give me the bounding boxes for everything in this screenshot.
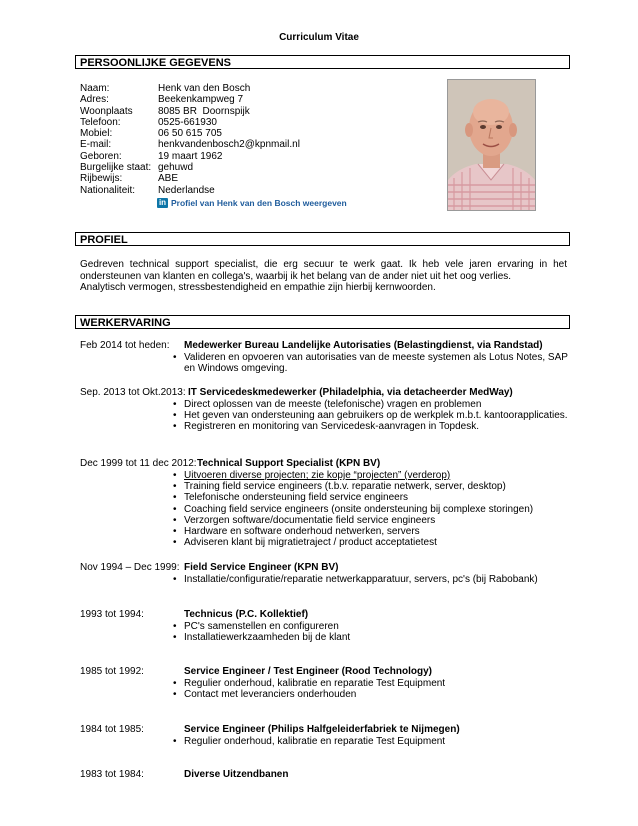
linkedin-profile-link[interactable] [157,197,347,209]
list-item: • Direct oplossen van de meeste (telefonische) vragen en problemen [173,399,482,410]
list-item: • Hardware en software onderhoud netwerken, servers [173,526,420,538]
personal-value: Henk van den Bosch [158,83,251,94]
personal-row [80,173,300,184]
bullet-icon: • [173,537,177,549]
profile-paragraph: Analytisch vermogen, stressbestendigheid en empathie zijn hierbij kernwoorden. [80,282,436,293]
page-title: Curriculum Vitae [279,32,359,43]
bullet-icon: • [173,481,177,493]
job-date: Feb 2014 tot heden: [80,340,170,351]
personal-label: Nationaliteit: [80,184,136,196]
profile-paragraph: Gedreven technical support specialist, die erg secuur te werk gaat. Ik heb vele jaren ervaring in het ondersteunen van klanten en collega's, waarbij ik het belang van de ander niet uit het oog verlies. [80,259,567,282]
personal-value: 06 50 615 705 [158,128,222,140]
bullet-icon: • [173,689,177,701]
job-entry [80,458,570,548]
job-title: Diverse Uitzendbanen [184,769,289,780]
bullet-icon: • [173,514,177,526]
job-entry [80,609,570,643]
personal-row [80,151,300,162]
personal-details [80,83,300,196]
email-link[interactable]: henkvandenbosch2@kpnmail.nl [158,139,300,151]
job-title: Service Engineer / Test Engineer (Rood Technology) [184,666,433,677]
job-title: Field Service Engineer (KPN BV) [184,562,339,573]
linkedin-icon: in [158,198,167,207]
list-item: • Het geven van ondersteuning aan gebruikers op de werkplek m.b.t. kantoorapplicaties. [173,410,568,422]
job-date: 1993 tot 1994: [80,609,144,620]
personal-row [80,162,300,173]
job-entry [80,562,570,585]
list-item: • Coaching field service engineers (onsite ondersteuning bij complexe storingen) [173,503,534,515]
job-entry [80,387,570,433]
personal-value: 19 maart 1962 [158,150,223,162]
list-item: • Installatiewerkzaamheden bij de klant [173,632,351,644]
personal-row [80,128,300,139]
section-header-profile: PROFIEL [75,232,570,246]
personal-value: 0525-661930 [158,116,217,128]
portrait-illustration [448,80,535,210]
job-date: Dec 1999 tot 11 dec 2012: [80,458,197,469]
personal-row [80,117,300,128]
list-item: • Installatie/configuratie/reparatie netwerkapparatuur, servers, pc's (bij Rabobank) [173,574,538,585]
list-item: • Valideren en opvoeren van autorisaties van de meeste systemen als Lotus Notes, SAP en Windows omgeving. [173,352,568,375]
personal-value: ABE [158,173,179,185]
bullet-icon: • [173,736,177,747]
personal-row [80,139,300,150]
job-date: 1983 tot 1984: [80,769,144,780]
personal-value: gehuwd [158,162,194,174]
list-item: • Contact met leveranciers onderhouden [173,689,357,701]
list-item: • Verzorgen software/documentatie field service engineers [173,514,436,526]
personal-label: Naam: [80,83,110,94]
linkedin-link-label: Profiel van Henk van den Bosch weergeven [171,198,347,208]
job-title: Service Engineer (Philips Halfgeleiderfabriek te Nijmegen) [184,724,460,735]
job-title: Technical Support Specialist (KPN BV) [197,458,381,469]
bullet-icon: • [173,503,177,515]
bullet-icon: • [173,492,177,504]
personal-label: Geboren: [80,150,122,162]
personal-label: E-mail: [80,139,112,151]
profile-text [80,259,567,294]
list-item: • Telefonische ondersteuning field service engineers [173,492,409,504]
bullet-icon: • [173,632,177,644]
job-date: 1984 tot 1985: [80,724,144,735]
personal-label: Telefoon: [80,116,121,128]
personal-label: Woonplaats [80,105,133,117]
section-header-experience: WERKERVARING [75,315,570,329]
bullet-icon: • [173,421,177,433]
personal-label: Burgelijke staat: [80,162,152,174]
bullet-icon: • [173,470,177,481]
personal-row [80,83,300,94]
job-entry [80,666,570,700]
list-item: • Regulier onderhoud, kalibratie en reparatie Test Equipment [173,678,446,689]
list-item: • Adviseren klant bij migratietraject / product acceptatietest [173,537,437,549]
bullet-icon: • [173,621,177,632]
job-entry [80,769,570,781]
personal-row [80,94,300,105]
job-date: Nov 1994 – Dec 1999: [80,562,180,573]
list-item: • Registreren en monitoring van Servicedesk-aanvragen in Topdesk. [173,421,479,433]
job-title: Medewerker Bureau Landelijke Autorisaties (Belastingdienst, via Randstad) [184,340,543,351]
personal-row [80,106,300,117]
personal-label: Adres: [80,94,109,106]
job-date: Sep. 2013 tot Okt.2013: [80,387,186,398]
personal-value: 8085 BR Doornspijk [158,105,250,117]
list-item: • Uitvoeren diverse projecten; zie kopje “projecten” (verderop) [173,470,451,481]
bullet-icon: • [173,526,177,538]
personal-label: Mobiel: [80,128,113,140]
personal-value: Beekenkampweg 7 [158,94,244,106]
bullet-icon: • [173,352,177,363]
job-entry [80,724,570,747]
bullet-icon: • [173,399,177,410]
bullet-icon: • [173,574,177,585]
personal-row [80,185,300,196]
profile-photo [447,79,536,211]
job-entry [80,340,570,374]
personal-label: Rijbewijs: [80,173,123,185]
list-item: • Training field service engineers (t.b.v. reparatie netwerk, server, desktop) [173,481,506,493]
list-item: • Regulier onderhoud, kalibratie en reparatie Test Equipment [173,736,446,747]
job-title: Technicus (P.C. Kollektief) [184,609,309,620]
job-date: 1985 tot 1992: [80,666,144,677]
job-title: IT Servicedeskmedewerker (Philadelphia, via detacheerder MedWay) [188,387,513,398]
bullet-icon: • [173,410,177,422]
personal-value: Nederlandse [158,184,215,196]
list-item: • PC's samenstellen en configureren [173,621,339,632]
bullet-icon: • [173,678,177,689]
section-header-personal: PERSOONLIJKE GEGEVENS [75,55,570,69]
